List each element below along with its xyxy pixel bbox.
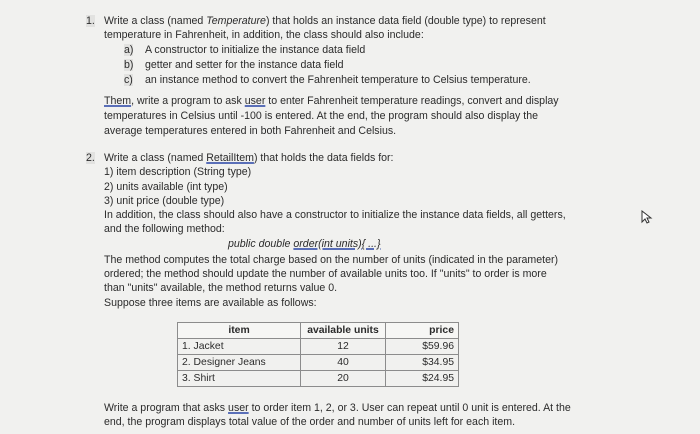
q2-method-line-3: than "units" available, the method returns value 0. [104,282,338,294]
q2-number: 2. [86,152,95,164]
table-header-row [178,323,459,339]
q1-program-line-1: Them, write a program to ask user to enter Fahrenheit temperature readings, convert and display [104,95,559,107]
mouse-cursor-icon [641,210,653,224]
q1-item-b: getter and setter for the instance data field [145,59,344,71]
q2-addition-line-1: In addition, the class should also have a constructor to initialize the instance data fields, all getters, [104,209,566,221]
price-cell: $59.96 [386,339,459,355]
q1-item-c-label: c) [124,74,133,86]
item-cell: 2. Designer Jeans [178,355,301,371]
q1-line-2: temperature in Fahrenheit, in addition, the class should also include: [104,29,424,41]
q2-field-3: 3) unit price (double type) [104,195,225,207]
item-cell: 3. Shirt [178,371,301,387]
item-cell: 1. Jacket [178,339,301,355]
q1-line-1: Write a class (named Temperature) that holds an instance data field (double type) to represent [104,15,546,27]
q1-number: 1. [86,15,95,27]
q2-addition-line-2: and the following method: [104,223,225,235]
units-cell: 20 [301,371,386,387]
q2-method-line-2: ordered; the method should update the number of available units too. If "units" to order is more [104,268,547,280]
table-row [178,355,459,371]
class-name-temperature: Temperature [206,15,266,27]
q1-item-a-label: a) [124,44,134,56]
q2-method-line-4: Suppose three items are available as follows: [104,297,317,309]
q1-item-b-label: b) [124,59,134,71]
q2-field-2: 2) units available (int type) [104,181,228,193]
q2-method-line-1: The method computes the total charge based on the number of units (indicated in the parameter) [104,254,559,266]
units-cell: 12 [301,339,386,355]
q2-exercise-line-1: Write a program that asks user to order item 1, 2, or 3. User can repeat until 0 unit is entered. At the [104,402,571,414]
q1-item-c: an instance method to convert the Fahrenheit temperature to Celsius temperature. [145,74,531,86]
method-signature: public double order(int units){ ...} [228,238,381,250]
q1-program-line-2: temperatures in Celsius until -100 is entered. At the end, the program should also display the [104,110,539,122]
column-header-price: price [386,323,459,339]
table-row [178,371,459,387]
q2-line-1: Write a class (named RetailItem) that holds the data fields for: [104,152,394,164]
q1-item-a: A constructor to initialize the instance data field [145,44,366,56]
class-name-retailitem: RetailItem [206,152,254,164]
column-header-units: available units [301,323,386,339]
price-cell: $34.95 [386,355,459,371]
q1-program-line-3: average temperatures entered in both Fahrenheit and Celsius. [104,125,397,137]
table-row [178,339,459,355]
price-cell: $24.95 [386,371,459,387]
units-cell: 40 [301,355,386,371]
column-header-item: item [178,323,301,339]
q2-field-1: 1) item description (String type) [104,166,252,178]
q2-exercise-line-2: end, the program displays total value of the order and number of units left for each item. [104,416,516,428]
items-table [177,322,459,387]
